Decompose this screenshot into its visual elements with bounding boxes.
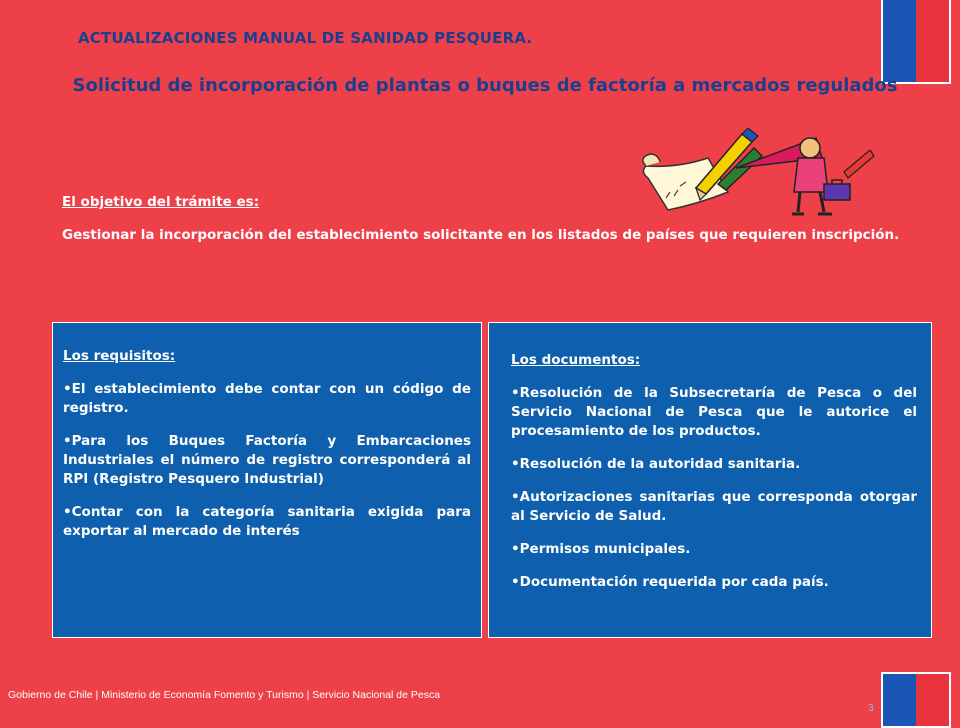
- document-item: • Permisos municipales.: [511, 540, 917, 559]
- document-item: • Documentación requerida por cada país.: [511, 573, 917, 592]
- requirements-panel: [52, 322, 482, 638]
- documents-panel: [488, 322, 932, 638]
- objective-heading: El objetivo del trámite es:: [62, 194, 260, 210]
- requirements-heading: Los requisitos:: [63, 348, 176, 364]
- document-item: • Resolución de la autoridad sanitaria.: [511, 455, 917, 474]
- document-item: • Resolución de la Subsecretaría de Pesca o del Servicio Nacional de Pesca que le autorice el procesamiento de los productos.: [511, 384, 917, 441]
- requirement-item: • El establecimiento debe contar con un código de registro.: [63, 380, 471, 418]
- page-title: Solicitud de incorporación de plantas o buques de factoría a mercados regulados: [72, 75, 898, 96]
- header-title: ACTUALIZACIONES MANUAL DE SANIDAD PESQUERA.: [78, 29, 533, 47]
- footer-text: Gobierno de Chile | Ministerio de Economía Fomento y Turismo | Servicio Nacional de Pesca: [8, 689, 441, 701]
- documents-heading: Los documentos:: [511, 352, 641, 368]
- document-item: • Autorizaciones sanitarias que corresponda otorgar al Servicio de Salud.: [511, 488, 917, 526]
- requirement-item: • Para los Buques Factoría y Embarcaciones Industriales el número de registro corresponderá al RPI (Registro Pesquero Industrial): [63, 432, 471, 489]
- objective-section: [62, 193, 950, 245]
- page-number: 3: [868, 703, 874, 714]
- requirement-item: • Contar con la categoría sanitaria exigida para exportar al mercado de interés: [63, 503, 471, 541]
- flag-logo-top: [881, 0, 951, 84]
- objective-text: Gestionar la incorporación del establecimiento solicitante en los listados de países que requieren inscripción.: [62, 227, 900, 243]
